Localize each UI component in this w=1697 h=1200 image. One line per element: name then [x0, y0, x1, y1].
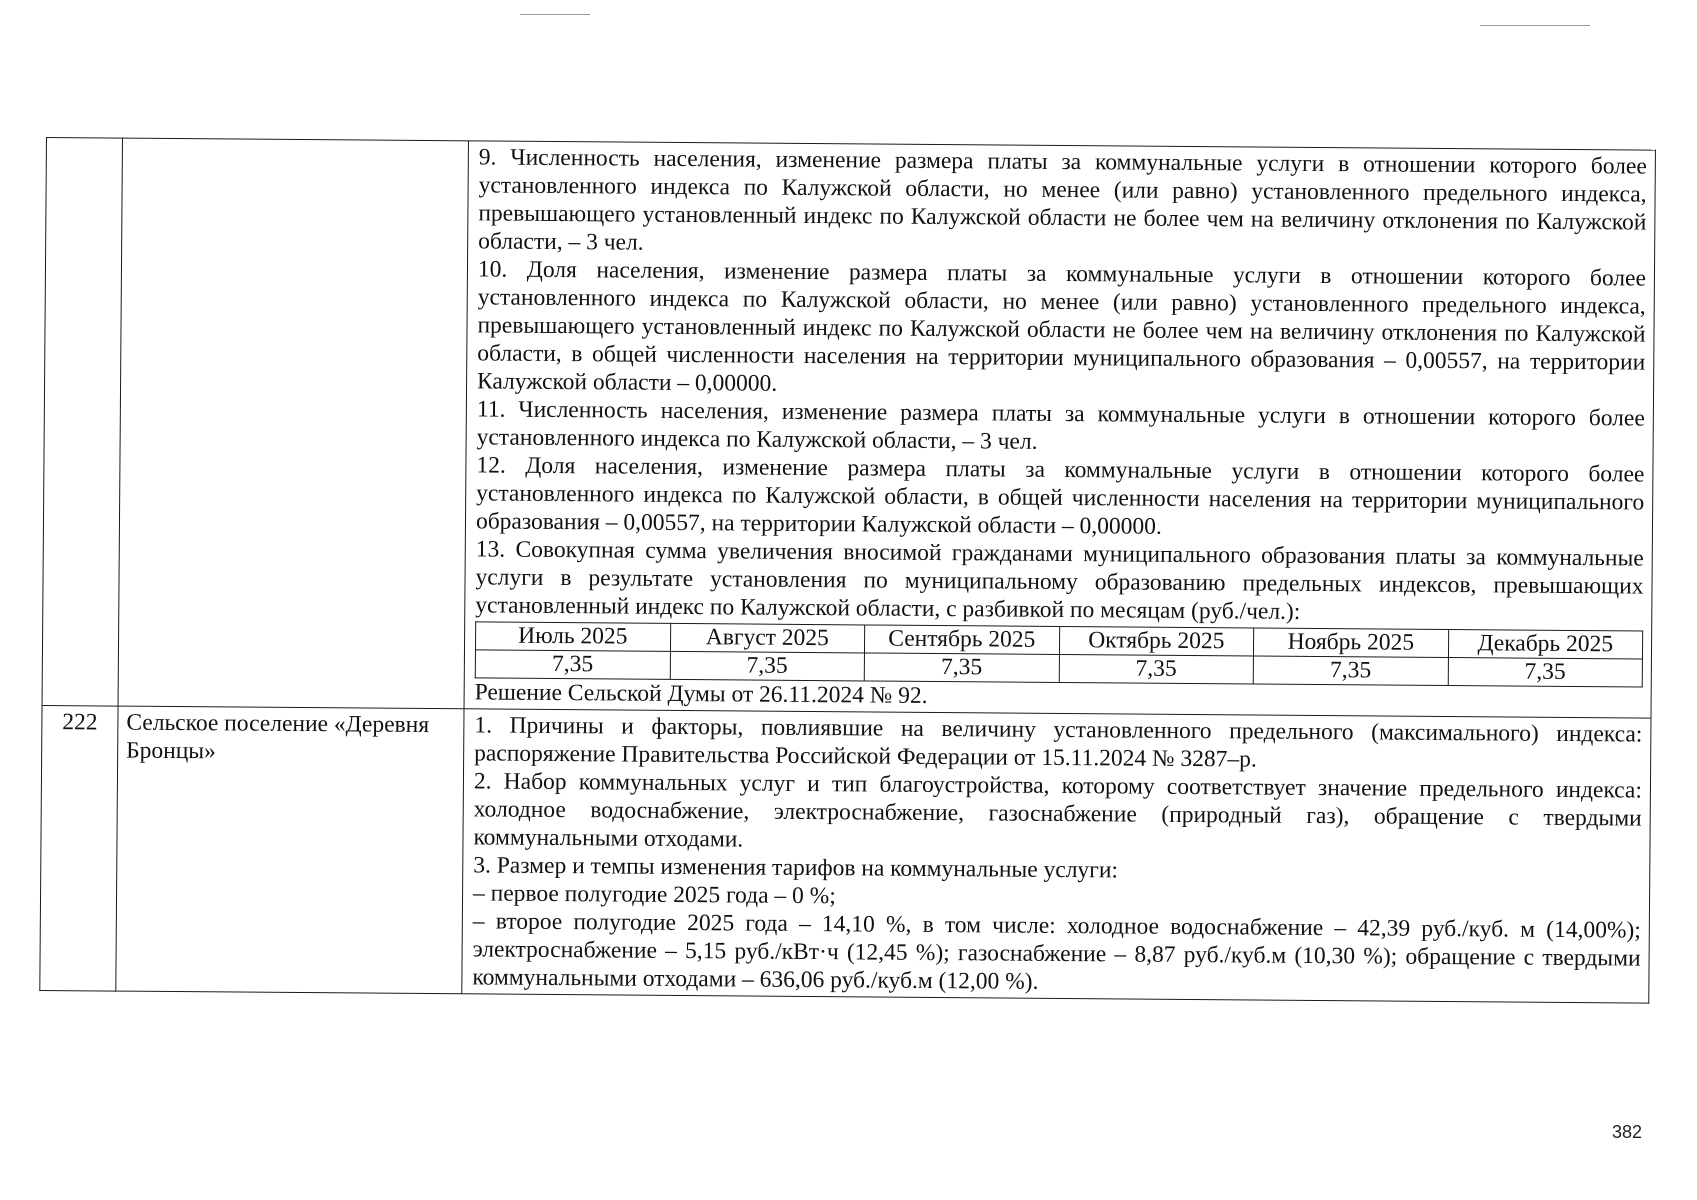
paragraph-9: 9. Численность населения, изменение размера платы за коммунальные услуги в отношении которого более установленного индекса по Калужской области, но менее (или равно) установленного предельного индекса, превышающего установленный индекс по Калужской области не более чем на величину отклонения по Калужской области, – 3 чел.: [478, 144, 1647, 256]
month-header: Август 2025: [670, 623, 865, 653]
page-number: 382: [1612, 1122, 1643, 1142]
paragraph-3: 3. Размер и темпы изменения тарифов на коммунальные услуги:: [473, 852, 1119, 884]
paragraph-3-second-half: – второе полугодие 2025 года – 14,10 %, в том числе: холодное водоснабжение – 42,39 руб./куб. м (14,00%); электроснабжение – 5,15 руб./кВт·ч (12,45 %); газоснабжение – 8,87 руб./куб.м (10,30 %); обращение с твердыми коммунальными отходами – 636,06 руб./куб.м (12,00 %).: [472, 908, 1641, 995]
paragraph-12: 12. Доля населения, изменение размера платы за коммунальные услуги в отношении которого более установленного индекса по Калужской области, в общей численности населения на территории муниципального образования – 0,00557, на территории Калужской области – 0,00000.: [475, 452, 1645, 540]
month-header: Сентябрь 2025: [864, 625, 1059, 655]
month-header: Ноябрь 2025: [1253, 628, 1448, 658]
indicators-cell: [462, 709, 1651, 1003]
paragraph-13: 13. Совокупная сумма увеличения вносимой гражданами муниципального образования платы за коммунальные услуги в результате установления по муниципальному образованию предельных индексов, превышающих установленный индекс по Калужской области, с разбивкой по месяцам (руб./чел.):: [475, 536, 1644, 625]
decision-reference: Решение Сельской Думы от 26.11.2024 № 92.: [474, 679, 928, 709]
month-value: 7,35: [1448, 658, 1643, 688]
municipality-name-cell: [118, 138, 468, 709]
month-value: 7,35: [1059, 654, 1254, 684]
month-value: 7,35: [1253, 656, 1448, 686]
paragraph-1: 1. Причины и факторы, повлиявшие на величину установленного предельного (максимального) индекса: распоряжение Правительства Российской Федерации от 15.11.2024 № 3287–р.: [474, 712, 1643, 773]
paragraph-2: 2. Набор коммунальных услуг и тип благоустройства, которому соответствует значение предельного индекса: холодное водоснабжение, электроснабжение, газоснабжение (природный газ), обращение с твердыми коммунальными отходами.: [473, 768, 1643, 853]
paragraph-11: 11. Численность населения, изменение размера платы за коммунальные услуги в отношении которого более установленного индекса по Калужской области, – 3 чел.: [476, 396, 1645, 455]
table-row: [40, 705, 1651, 1003]
paragraph-3-first-half: – первое полугодие 2025 года – 0 %;: [472, 880, 836, 910]
row-number-cell: 222: [40, 705, 118, 991]
row-number-cell: [42, 138, 122, 707]
month-header: Декабрь 2025: [1448, 630, 1643, 660]
scan-artifact-left: [520, 14, 590, 15]
month-value: 7,35: [670, 651, 865, 681]
scan-artifact-right: [1480, 25, 1590, 26]
monthly-increase-table: [475, 621, 1643, 687]
month-header: Июль 2025: [475, 622, 670, 652]
indicators-cell: [464, 141, 1655, 718]
municipality-name-cell: Сельское поселение «Деревня Бронцы»: [116, 706, 464, 994]
paragraph-10: 10. Доля населения, изменение размера платы за коммунальные услуги в отношении которого более установленного индекса по Калужской области, но менее (или равно) установленного предельного индекса, превышающего установленный индекс по Калужской области не более чем на величину отклонения по Калужской области, в общей численности населения на территории муниципального образования – 0,00557, на территории Калужской области – 0,00000.: [476, 256, 1647, 397]
document-table: [39, 137, 1656, 1004]
month-value: 7,35: [864, 653, 1059, 683]
month-value: 7,35: [475, 650, 670, 680]
month-header: Октябрь 2025: [1059, 626, 1254, 656]
table-row: [42, 138, 1655, 719]
